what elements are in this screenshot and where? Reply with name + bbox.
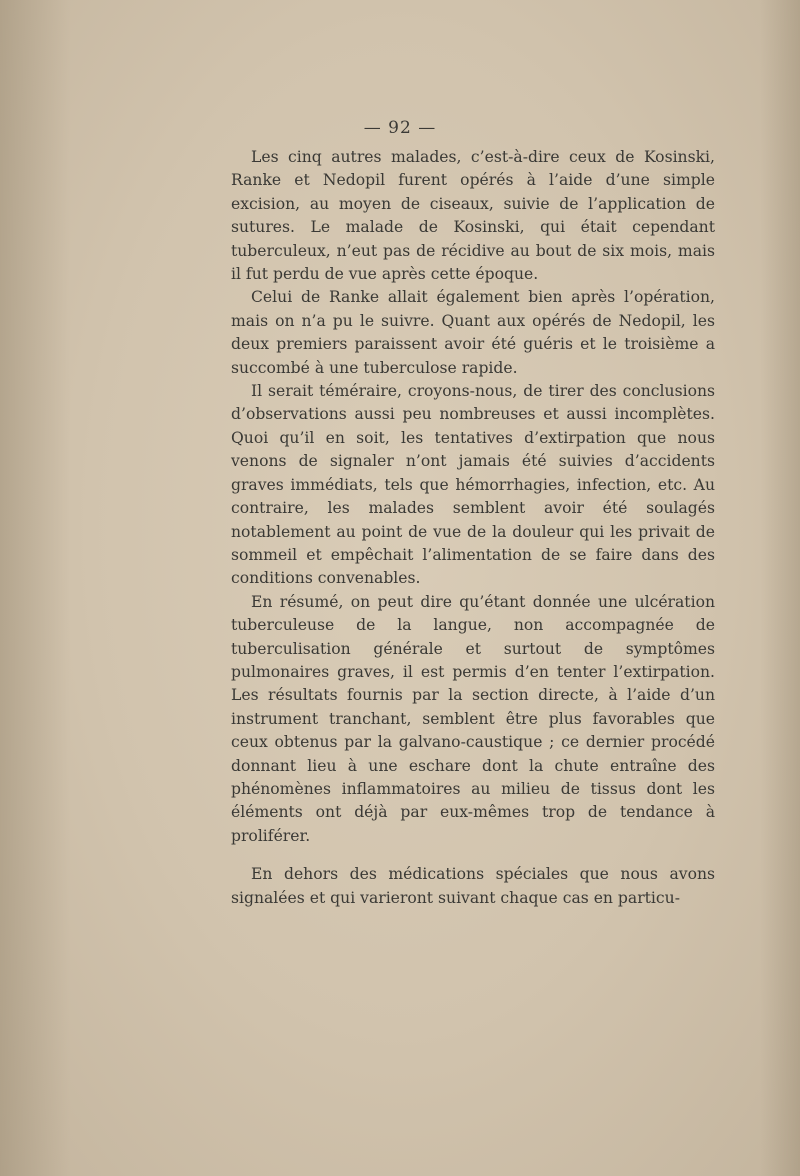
page-shadow-left [0,0,70,1176]
paragraph-5: En dehors des médications spéciales que nous avons signalées et qui varieront suivant chaque cas en particu- [231,865,715,907]
body-text [231,146,715,910]
paragraph-1: Les cinq autres malades, c’est-à-dire ceux de Kosinski, Ranke et Nedopil furent opérés à l’aide d’une simple excision, au moyen de ciseaux, suivie de l’application de sutures. Le malade de Kosinski, qui était cependant tuberculeux, n’eut pas de récidive au bout de six mois, mais il fut perdu de vue après cette époque. [231,148,715,284]
paragraph-3: Il serait téméraire, croyons-nous, de tirer des conclusions d’observations aussi peu nombreuses et aussi incomplètes. Quoi qu’il en soit, les tentatives d’extirpation que nous venons de signaler n’ont jamais été suivies d’accidents graves immédiats, tels que hémorrhagies, infection, etc. Au contraire, les malades semblent avoir été soulagés notablement au point de vue de la douleur qui les privait de sommeil et empêchait l’alimentation de se faire dans des conditions convenables. [231,382,715,588]
page-shadow-right [760,0,800,1176]
paragraph-2: Celui de Ranke allait également bien après l’opération, mais on n’a pu le suivre. Quant aux opérés de Nedopil, les deux premiers paraissent avoir été guéris et le troisième a succombé à une tuberculose rapide. [231,288,715,377]
page-number: — 92 — [363,118,437,138]
paragraph-4: En résumé, on peut dire qu’étant donnée une ulcération tuberculeuse de la langue, non accompagnée de tuberculisation générale et surtout de symptômes pulmonaires graves, il est permis d’en tenter l’extirpation. Les résultats fournis par la section directe, à l’aide d’un instrument tranchant, semblent être plus favorables que ceux obtenus par la galvano-caustique ; ce dernier procédé donnant lieu à une eschare dont la chute entraîne des phénomènes inflammatoires au milieu de tissus dont les éléments ont déjà par eux-mêmes trop de tendance à proliférer. [231,592,715,845]
